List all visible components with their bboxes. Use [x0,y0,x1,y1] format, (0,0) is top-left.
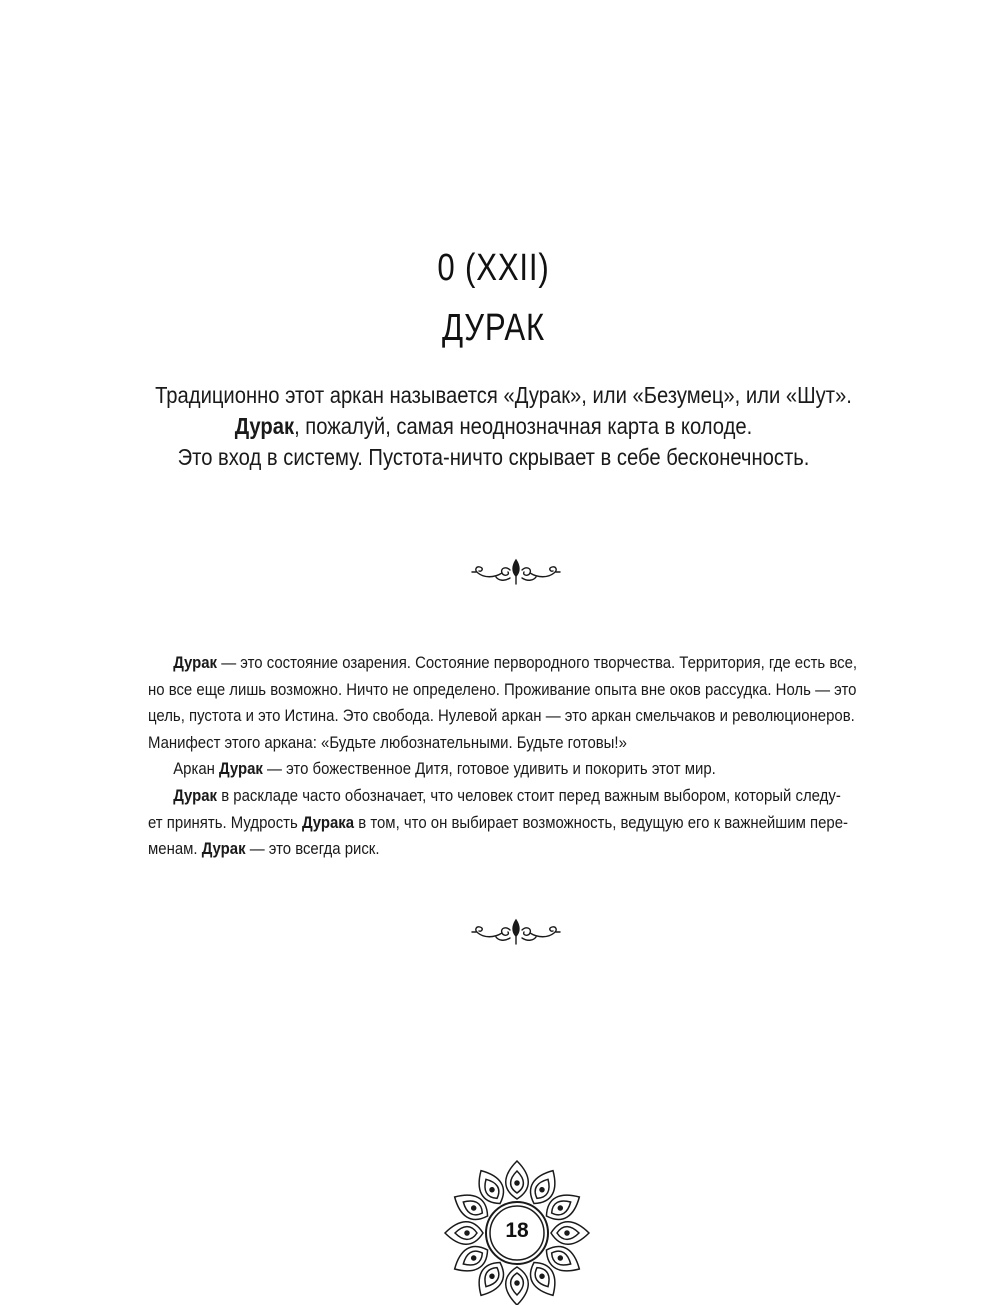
p1-line-4: Манифест этого аркана: «Будьте любознательными. Будьте готовы!» [148,732,627,752]
page-number: 18 [505,1219,529,1242]
p3-line-2-bold: Дурака [301,812,355,832]
intro-line-3: Это вход в систему. Пустота-ничто скрывает в себе бесконечность. [177,444,810,470]
body-text [148,650,858,863]
p3-line-2-post: в том, что он выбирает возможность, ведущую его к важнейшим пере- [354,812,848,832]
intro-paragraph [155,380,852,473]
p3-line-3 [148,836,814,863]
p1-bold: Дурак [173,653,218,672]
intro-line-2-bold: Дурак [234,413,295,439]
arcana-number: 0 (XXII) [437,247,550,289]
p3-line-3-post: — это всегда риск. [245,839,380,859]
p3-line-3-bold: Дурак [201,839,246,859]
chapter-title [89,238,898,358]
arcana-name: ДУРАК [442,307,545,349]
p2-pre: Аркан [173,759,220,779]
flourish-divider-icon [470,558,562,586]
p2-line-1 [148,756,814,783]
p1-line-3: цель, пустота и это Истина. Это свобода. Нулевой аркан — это аркан смельчаков и революционеров. [148,706,855,726]
p3-line-3-pre: менам. [148,839,202,859]
p3-bold: Дурак [173,785,218,805]
p3-line-2-pre: ет принять. Мудрость [148,812,302,832]
p3-line-1-text: в раскладе часто обозначает, что человек стоит перед важным выбором, который следу- [217,785,841,805]
p1-line-1-text: — это состояние озарения. Состояние первородного творчества. Территория, где есть все, [217,653,858,672]
p3-line-2 [148,810,848,837]
intro-line-1: Традиционно этот аркан называется «Дурак», или «Безумец», или «Шут». [155,382,852,408]
p1-line-1 [148,650,858,677]
p2-post: — это божественное Дитя, готовое удивить и покорить этот мир. [262,759,716,779]
intro-line-2-rest: , пожалуй, самая неоднозначная карта в колоде. [294,413,753,439]
p3-line-1 [148,783,841,810]
intro-line-2 [155,411,832,442]
p1-line-2: но все еще лишь возможно. Ничто не определено. Проживание опыта вне оков рассудка. Ноль — это [148,679,857,699]
flourish-divider-icon [470,918,562,946]
p2-bold: Дурак [219,759,263,779]
